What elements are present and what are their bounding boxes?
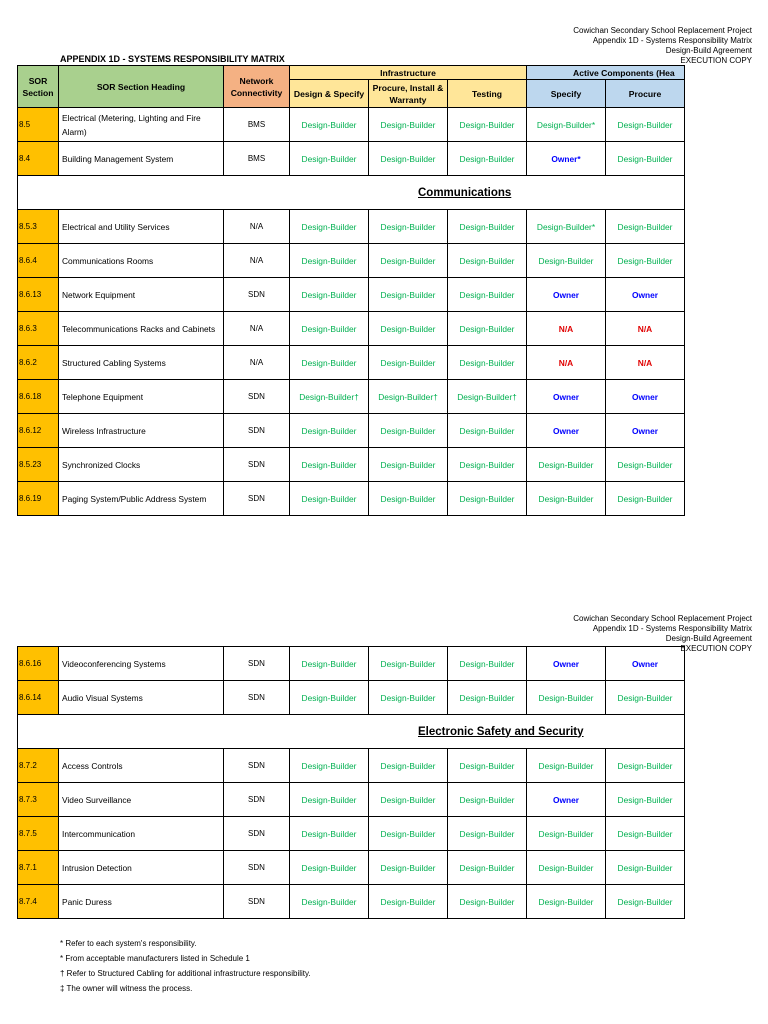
footnotes bbox=[60, 936, 311, 996]
responsibility-cell: Design-Builder bbox=[290, 749, 369, 783]
responsibility-cell: N/A bbox=[527, 346, 606, 380]
responsibility-cell: Design-Builder bbox=[606, 108, 685, 142]
sor-section-heading: Panic Duress bbox=[59, 885, 224, 919]
network-connectivity: N/A bbox=[224, 346, 290, 380]
table-row bbox=[18, 108, 685, 142]
sor-section-number: 8.5 bbox=[18, 108, 59, 142]
responsibility-matrix-table-page2 bbox=[17, 646, 685, 919]
responsibility-cell: Design-Builder bbox=[369, 817, 448, 851]
responsibility-cell: Design-Builder bbox=[290, 244, 369, 278]
sor-section-heading: Wireless Infrastructure bbox=[59, 414, 224, 448]
table-row bbox=[18, 783, 685, 817]
responsibility-cell: Design-Builder bbox=[290, 278, 369, 312]
responsibility-cell: Owner bbox=[606, 380, 685, 414]
col-testing: Testing bbox=[448, 80, 527, 108]
responsibility-cell: Design-Builder bbox=[290, 108, 369, 142]
responsibility-cell: Design-Builder† bbox=[290, 380, 369, 414]
responsibility-cell: Design-Builder bbox=[369, 210, 448, 244]
sor-section-heading: Audio Visual Systems bbox=[59, 681, 224, 715]
header-agreement: Design-Build Agreement bbox=[665, 46, 752, 55]
network-connectivity: BMS bbox=[224, 108, 290, 142]
table-row bbox=[18, 885, 685, 919]
table-row bbox=[18, 448, 685, 482]
responsibility-cell: Design-Builder bbox=[290, 647, 369, 681]
sor-section-number: 8.5.3 bbox=[18, 210, 59, 244]
table-row bbox=[18, 749, 685, 783]
responsibility-cell: Design-Builder bbox=[527, 851, 606, 885]
responsibility-cell: Design-Builder bbox=[369, 244, 448, 278]
responsibility-cell: Design-Builder bbox=[527, 681, 606, 715]
responsibility-cell: Design-Builder bbox=[448, 647, 527, 681]
sor-section-heading: Videoconferencing Systems bbox=[59, 647, 224, 681]
sor-section-heading: Synchronized Clocks bbox=[59, 448, 224, 482]
responsibility-cell: Design-Builder bbox=[527, 482, 606, 516]
responsibility-cell: Design-Builder bbox=[369, 482, 448, 516]
sor-section-number: 8.6.12 bbox=[18, 414, 59, 448]
responsibility-cell: Design-Builder bbox=[448, 749, 527, 783]
sor-section-heading: Building Management System bbox=[59, 142, 224, 176]
footnote: ‡ The owner will witness the process. bbox=[60, 984, 193, 993]
sor-section-number: 8.5.23 bbox=[18, 448, 59, 482]
header-project: Cowichan Secondary School Replacement Project bbox=[573, 614, 752, 623]
table-row bbox=[18, 312, 685, 346]
network-connectivity: SDN bbox=[224, 482, 290, 516]
sor-section-heading: Network Equipment bbox=[59, 278, 224, 312]
responsibility-cell: Owner bbox=[527, 278, 606, 312]
responsibility-cell: Design-Builder bbox=[527, 885, 606, 919]
col-sor-section: SOR Section bbox=[18, 66, 59, 108]
responsibility-cell: N/A bbox=[527, 312, 606, 346]
col-active-components: Active Components (Hea bbox=[527, 66, 685, 80]
table-row bbox=[18, 244, 685, 278]
table-row bbox=[18, 482, 685, 516]
responsibility-cell: Design-Builder bbox=[369, 312, 448, 346]
table-row bbox=[18, 278, 685, 312]
responsibility-cell: Design-Builder bbox=[448, 414, 527, 448]
sor-section-number: 8.4 bbox=[18, 142, 59, 176]
col-design-specify: Design & Specify bbox=[290, 80, 369, 108]
responsibility-cell: Design-Builder bbox=[606, 681, 685, 715]
responsibility-cell: Design-Builder bbox=[369, 749, 448, 783]
sor-section-heading: Telecommunications Racks and Cabinets bbox=[59, 312, 224, 346]
responsibility-cell: Design-Builder bbox=[448, 312, 527, 346]
sor-section-heading: Structured Cabling Systems bbox=[59, 346, 224, 380]
responsibility-cell: Design-Builder bbox=[448, 210, 527, 244]
responsibility-cell: Design-Builder bbox=[606, 210, 685, 244]
sor-section-number: 8.6.19 bbox=[18, 482, 59, 516]
responsibility-cell: N/A bbox=[606, 312, 685, 346]
sor-section-number: 8.6.4 bbox=[18, 244, 59, 278]
responsibility-cell: Design-Builder bbox=[369, 851, 448, 885]
network-connectivity: N/A bbox=[224, 312, 290, 346]
responsibility-cell: Design-Builder bbox=[369, 783, 448, 817]
network-connectivity: N/A bbox=[224, 244, 290, 278]
col-network: Network Connectivity bbox=[224, 66, 290, 108]
responsibility-cell: Design-Builder bbox=[290, 817, 369, 851]
responsibility-cell: Design-Builder* bbox=[527, 210, 606, 244]
col-infrastructure: Infrastructure bbox=[290, 66, 527, 80]
sor-section-number: 8.6.2 bbox=[18, 346, 59, 380]
responsibility-cell: Design-Builder bbox=[606, 851, 685, 885]
responsibility-cell: Design-Builder bbox=[527, 244, 606, 278]
network-connectivity: SDN bbox=[224, 681, 290, 715]
sor-section-number: 8.7.2 bbox=[18, 749, 59, 783]
responsibility-cell: Design-Builder bbox=[606, 749, 685, 783]
responsibility-cell: Design-Builder bbox=[448, 346, 527, 380]
table-row bbox=[18, 817, 685, 851]
appendix-title: APPENDIX 1D - SYSTEMS RESPONSIBILITY MATRIX bbox=[60, 54, 285, 64]
responsibility-cell: Design-Builder bbox=[448, 482, 527, 516]
responsibility-cell: Design-Builder bbox=[369, 346, 448, 380]
network-connectivity: SDN bbox=[224, 448, 290, 482]
responsibility-cell: Owner bbox=[606, 414, 685, 448]
responsibility-cell: Design-Builder* bbox=[527, 108, 606, 142]
security-section-row bbox=[18, 715, 685, 749]
responsibility-cell: Design-Builder bbox=[606, 783, 685, 817]
responsibility-cell: Design-Builder bbox=[290, 414, 369, 448]
responsibility-cell: Owner bbox=[527, 380, 606, 414]
sor-section-heading: Telephone Equipment bbox=[59, 380, 224, 414]
responsibility-cell: Owner bbox=[527, 783, 606, 817]
responsibility-cell: Design-Builder bbox=[448, 817, 527, 851]
network-connectivity: N/A bbox=[224, 210, 290, 244]
header-project: Cowichan Secondary School Replacement Project bbox=[573, 26, 752, 35]
responsibility-cell: Design-Builder bbox=[606, 448, 685, 482]
sor-section-number: 8.7.3 bbox=[18, 783, 59, 817]
responsibility-cell: Design-Builder bbox=[448, 278, 527, 312]
responsibility-cell: Design-Builder bbox=[290, 210, 369, 244]
responsibility-cell: Design-Builder† bbox=[448, 380, 527, 414]
responsibility-cell: Design-Builder bbox=[448, 142, 527, 176]
network-connectivity: SDN bbox=[224, 414, 290, 448]
responsibility-cell: Design-Builder bbox=[448, 783, 527, 817]
header-execution: EXECUTION COPY bbox=[680, 56, 752, 65]
sor-section-number: 8.7.1 bbox=[18, 851, 59, 885]
sor-section-number: 8.6.14 bbox=[18, 681, 59, 715]
responsibility-cell: Design-Builder bbox=[527, 448, 606, 482]
responsibility-cell: Owner bbox=[527, 414, 606, 448]
table-row bbox=[18, 647, 685, 681]
responsibility-matrix-table bbox=[17, 65, 685, 516]
footnote: * From acceptable manufacturers listed in Schedule 1 bbox=[60, 954, 250, 963]
table-row bbox=[18, 414, 685, 448]
footnote: * Refer to each system's responsibility. bbox=[60, 939, 197, 948]
responsibility-cell: Design-Builder bbox=[369, 414, 448, 448]
network-connectivity: SDN bbox=[224, 817, 290, 851]
responsibility-cell: Owner bbox=[527, 647, 606, 681]
header-execution: EXECUTION COPY bbox=[680, 644, 752, 653]
responsibility-cell: Design-Builder bbox=[290, 783, 369, 817]
responsibility-cell: Design-Builder bbox=[290, 346, 369, 380]
responsibility-cell: Design-Builder bbox=[606, 142, 685, 176]
responsibility-cell: Design-Builder bbox=[527, 817, 606, 851]
responsibility-cell: Design-Builder bbox=[606, 817, 685, 851]
communications-section-title: Communications bbox=[418, 186, 512, 199]
responsibility-cell: Design-Builder bbox=[448, 108, 527, 142]
col-specify: Specify bbox=[527, 80, 606, 108]
responsibility-cell: Design-Builder bbox=[606, 244, 685, 278]
responsibility-cell: Design-Builder bbox=[448, 448, 527, 482]
col-procure-install: Procure, Install & Warranty bbox=[369, 80, 448, 108]
sor-section-heading: Access Controls bbox=[59, 749, 224, 783]
responsibility-cell: Design-Builder bbox=[290, 681, 369, 715]
responsibility-cell: Design-Builder bbox=[290, 885, 369, 919]
responsibility-cell: Owner* bbox=[527, 142, 606, 176]
table-row bbox=[18, 681, 685, 715]
network-connectivity: SDN bbox=[224, 278, 290, 312]
document-header bbox=[573, 26, 752, 66]
responsibility-cell: Design-Builder bbox=[369, 142, 448, 176]
responsibility-cell: Design-Builder† bbox=[369, 380, 448, 414]
table-row bbox=[18, 346, 685, 380]
network-connectivity: SDN bbox=[224, 380, 290, 414]
responsibility-cell: Design-Builder bbox=[448, 244, 527, 278]
sor-section-heading: Paging System/Public Address System bbox=[59, 482, 224, 516]
network-connectivity: SDN bbox=[224, 647, 290, 681]
header-appendix: Appendix 1D - Systems Responsibility Matrix bbox=[592, 624, 752, 633]
col-sor-heading: SOR Section Heading bbox=[59, 66, 224, 108]
responsibility-cell: Design-Builder bbox=[290, 142, 369, 176]
sor-section-heading: Communications Rooms bbox=[59, 244, 224, 278]
col-procure: Procure bbox=[606, 80, 685, 108]
responsibility-cell: Design-Builder bbox=[290, 851, 369, 885]
sor-section-heading: Electrical (Metering, Lighting and Fire Alarm) bbox=[59, 108, 224, 142]
responsibility-cell: Design-Builder bbox=[290, 448, 369, 482]
sor-section-heading: Intrusion Detection bbox=[59, 851, 224, 885]
network-connectivity: SDN bbox=[224, 783, 290, 817]
network-connectivity: BMS bbox=[224, 142, 290, 176]
responsibility-cell: Design-Builder bbox=[369, 681, 448, 715]
header-appendix: Appendix 1D - Systems Responsibility Matrix bbox=[592, 36, 752, 45]
sor-section-heading: Video Surveillance bbox=[59, 783, 224, 817]
table-row bbox=[18, 210, 685, 244]
sor-section-number: 8.6.16 bbox=[18, 647, 59, 681]
responsibility-cell: Design-Builder bbox=[448, 885, 527, 919]
responsibility-cell: Design-Builder bbox=[369, 885, 448, 919]
table-row bbox=[18, 851, 685, 885]
network-connectivity: SDN bbox=[224, 851, 290, 885]
sor-section-heading: Electrical and Utility Services bbox=[59, 210, 224, 244]
sor-section-number: 8.6.13 bbox=[18, 278, 59, 312]
responsibility-cell: Design-Builder bbox=[448, 851, 527, 885]
network-connectivity: SDN bbox=[224, 885, 290, 919]
responsibility-cell: Design-Builder bbox=[606, 885, 685, 919]
responsibility-cell: Design-Builder bbox=[290, 482, 369, 516]
responsibility-cell: Owner bbox=[606, 647, 685, 681]
responsibility-cell: Design-Builder bbox=[369, 448, 448, 482]
responsibility-cell: Owner bbox=[606, 278, 685, 312]
responsibility-cell: Design-Builder bbox=[369, 108, 448, 142]
responsibility-cell: Design-Builder bbox=[606, 482, 685, 516]
footnote: † Refer to Structured Cabling for additional infrastructure responsibility. bbox=[60, 969, 311, 978]
responsibility-cell: Design-Builder bbox=[290, 312, 369, 346]
responsibility-cell: Design-Builder bbox=[448, 681, 527, 715]
header-agreement: Design-Build Agreement bbox=[665, 634, 752, 643]
network-connectivity: SDN bbox=[224, 749, 290, 783]
security-section-title: Electronic Safety and Security bbox=[418, 725, 584, 738]
sor-section-number: 8.6.18 bbox=[18, 380, 59, 414]
table-row bbox=[18, 380, 685, 414]
responsibility-cell: Design-Builder bbox=[527, 749, 606, 783]
responsibility-cell: Design-Builder bbox=[369, 278, 448, 312]
responsibility-cell: Design-Builder bbox=[369, 647, 448, 681]
sor-section-number: 8.7.5 bbox=[18, 817, 59, 851]
sor-section-heading: Intercommunication bbox=[59, 817, 224, 851]
sor-section-number: 8.6.3 bbox=[18, 312, 59, 346]
sor-section-number: 8.7.4 bbox=[18, 885, 59, 919]
table-row bbox=[18, 142, 685, 176]
communications-section-row bbox=[18, 176, 685, 210]
responsibility-cell: N/A bbox=[606, 346, 685, 380]
